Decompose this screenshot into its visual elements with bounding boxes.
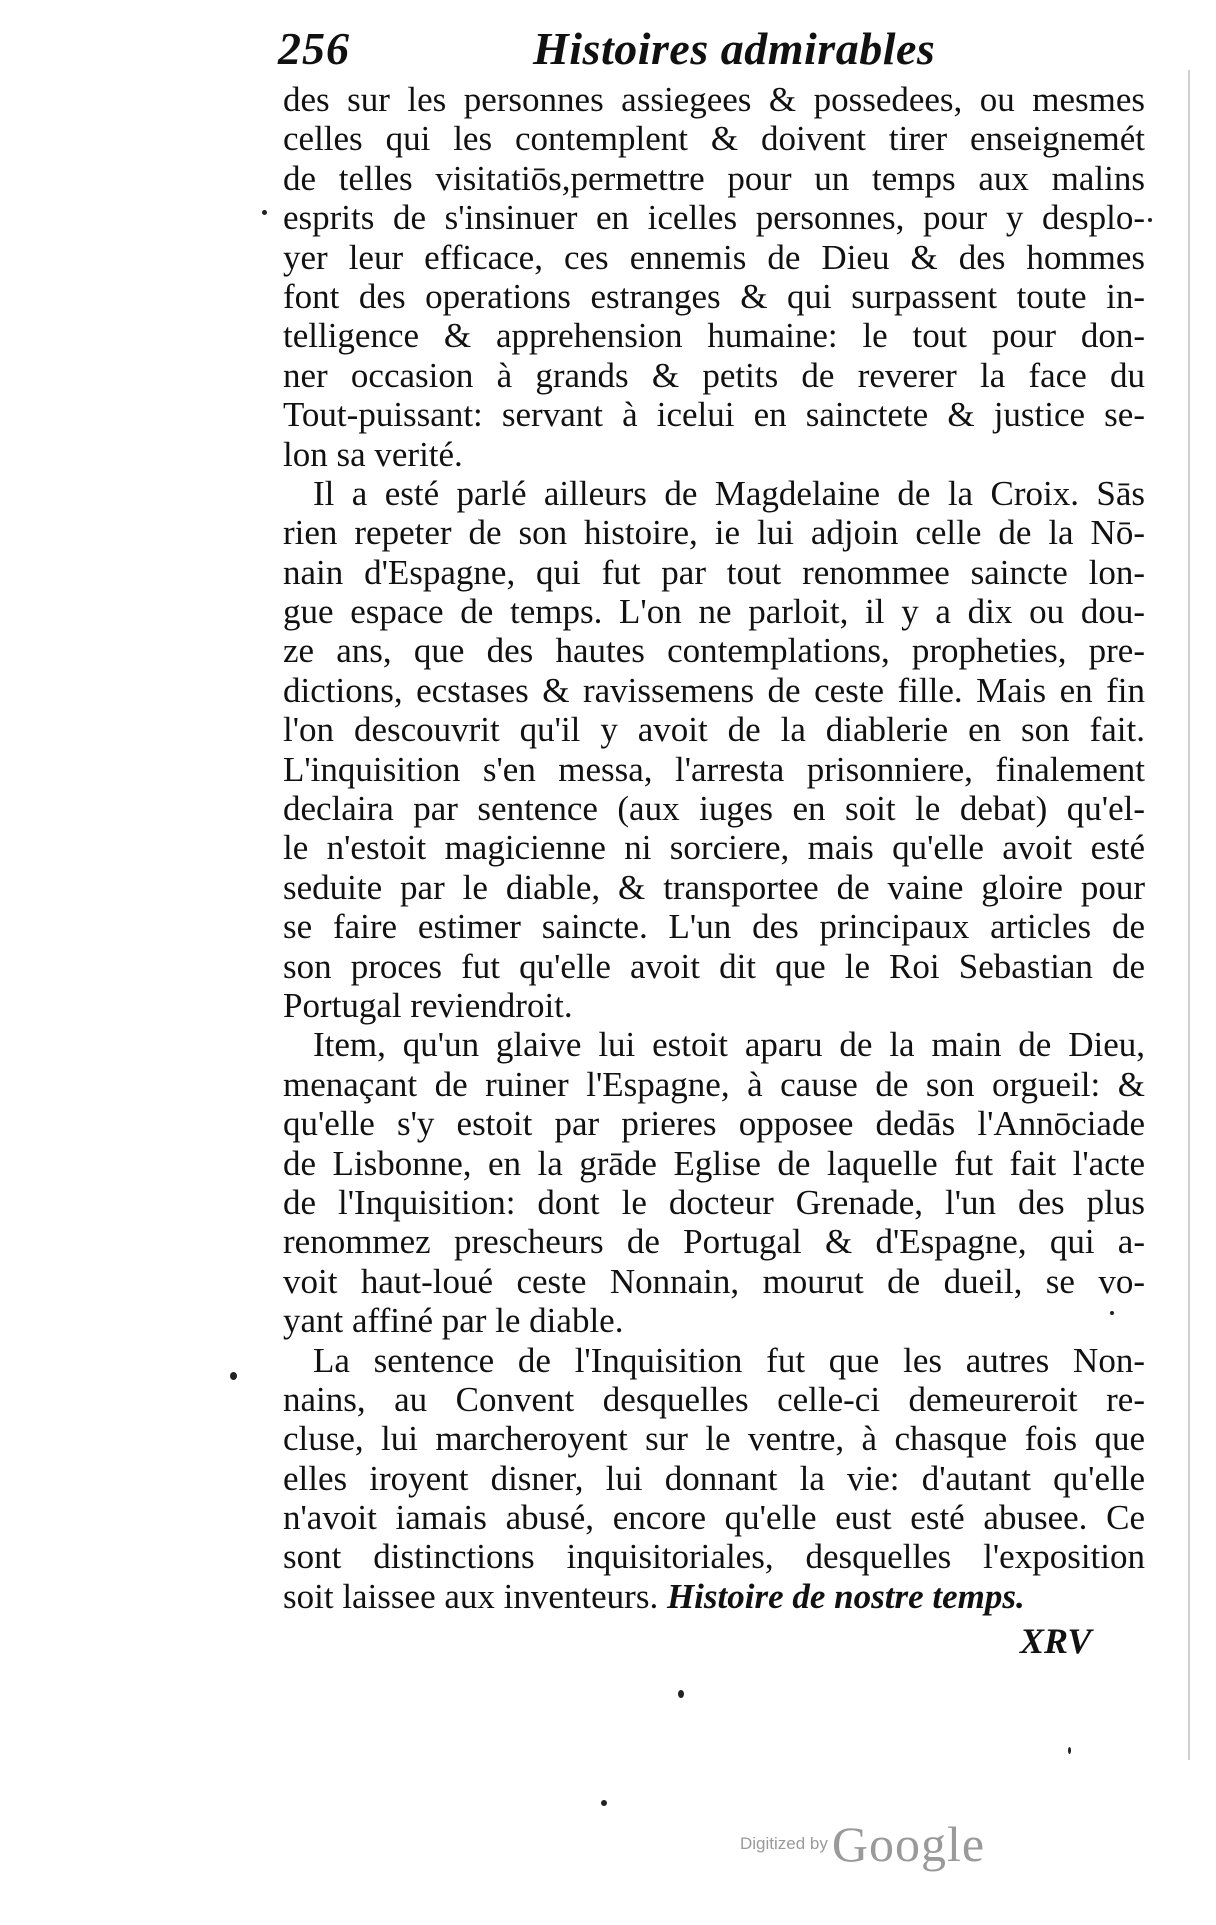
text-line: le n'estoit magicienne ni sorciere, mais qu'elle avoit esté bbox=[283, 828, 1145, 868]
text-line: font des operations estranges & qui surpassent toute in- bbox=[283, 276, 1145, 316]
text-line: des sur les personnes assiegees & possedees, ou mesmes bbox=[283, 80, 1145, 119]
ink-speck bbox=[1068, 1747, 1071, 1754]
text-line: L'inquisition s'en messa, l'arresta prisonniere, finalement bbox=[283, 749, 1145, 789]
text-line: elles iroyent disner, lui donnant la vie: d'autant qu'elle bbox=[283, 1458, 1145, 1498]
text-line: ner occasion à grands & petits de reverer la face du bbox=[283, 355, 1145, 395]
text-line: dictions, ecstases & ravissemens de ceste fille. Mais en fin bbox=[283, 670, 1145, 710]
text-line: l'on descouvrit qu'il y avoit de la diablerie en son fait. bbox=[283, 710, 1145, 750]
text-line: se faire estimer saincte. L'un des principaux articles de bbox=[283, 907, 1145, 947]
text-line: seduite par le diable, & transportee de vaine gloire pour bbox=[283, 867, 1145, 907]
text-line: telligence & apprehension humaine: le tout pour don- bbox=[283, 316, 1145, 356]
paragraph-start-line: La sentence de l'Inquisition fut que les autres Non- bbox=[313, 1340, 1145, 1380]
text-line: celles qui les contemplent & doivent tirer enseignemét bbox=[283, 119, 1145, 159]
source-note: Histoire de nostre temps. bbox=[666, 1576, 1025, 1616]
text-line: voit haut-loué ceste Nonnain, mourut de dueil, se vo- bbox=[283, 1261, 1145, 1301]
page-edge-rule bbox=[1188, 70, 1190, 1760]
text-line: renommez prescheurs de Portugal & d'Espagne, qui a- bbox=[283, 1222, 1145, 1262]
text-line: nains, au Convent desquelles celle-ci demeureroit re- bbox=[283, 1379, 1145, 1419]
watermark-brand: Google bbox=[831, 1816, 986, 1872]
text-line: menaçant de ruiner l'Espagne, à cause de son orgueil: & bbox=[283, 1064, 1145, 1104]
watermark-prefix: Digitized by bbox=[740, 1834, 828, 1853]
digitized-watermark bbox=[740, 1815, 985, 1873]
text-line: lon sa verité. bbox=[283, 434, 463, 474]
text-line: yant affiné par le diable. bbox=[283, 1301, 624, 1341]
text-line: Portugal reviendroit. bbox=[283, 985, 573, 1025]
ink-speck bbox=[230, 1372, 237, 1380]
text-line: Tout-puissant: servant à icelui en sainctete & justice se- bbox=[283, 395, 1145, 435]
final-text: soit laissee aux inventeurs. bbox=[283, 1576, 659, 1616]
text-line: ze ans, que des hautes contemplations, propheties, pre- bbox=[283, 631, 1145, 671]
text-line: cluse, lui marcheroyent sur le ventre, à chasque fois que bbox=[283, 1419, 1145, 1459]
text-line: yer leur efficace, ces ennemis de Dieu & des hommes bbox=[283, 237, 1145, 277]
ink-speck bbox=[601, 1800, 607, 1806]
text-line: de Lisbonne, en la grāde Eglise de laquelle fut fait l'acte bbox=[283, 1143, 1145, 1183]
ink-speck bbox=[1110, 1311, 1114, 1315]
text-line: n'avoit iamais abusé, encore qu'elle eust esté abusee. Ce bbox=[283, 1498, 1145, 1538]
text-line: de telles visitatiōs,permettre pour un temps aux malins bbox=[283, 158, 1145, 198]
text-line: qu'elle s'y estoit par prieres opposee dedās l'Annōciade bbox=[283, 1104, 1145, 1144]
text-line: gue espace de temps. L'on ne parloit, il y a dix ou dou- bbox=[283, 592, 1145, 632]
catchword: XRV bbox=[1020, 1621, 1092, 1661]
ink-speck bbox=[262, 210, 267, 215]
text-line: esprits de s'insinuer en icelles personnes, pour y desplo- bbox=[283, 198, 1145, 238]
running-title: Histoires admirables bbox=[533, 23, 936, 74]
text-line: rien repeter de son histoire, ie lui adjoin celle de la Nō- bbox=[283, 513, 1145, 553]
text-line: sont distinctions inquisitoriales, desquelles l'exposition bbox=[283, 1537, 1145, 1577]
paragraph-start-line: Il a esté parlé ailleurs de Magdelaine de la Croix. Sās bbox=[313, 473, 1145, 513]
text-line: declaira par sentence (aux iuges en soit le debat) qu'el- bbox=[283, 789, 1145, 829]
text-line: son proces fut qu'elle avoit dit que le Roi Sebastian de bbox=[283, 946, 1145, 986]
body-text bbox=[283, 80, 1145, 1616]
ink-speck bbox=[1148, 218, 1152, 222]
page-header bbox=[278, 22, 1148, 82]
ink-speck bbox=[678, 1690, 684, 1698]
final-text-line bbox=[283, 1577, 1145, 1616]
paragraph-start-line: Item, qu'un glaive lui estoit aparu de la main de Dieu, bbox=[313, 1025, 1145, 1065]
text-line: de l'Inquisition: dont le docteur Grenade, l'un des plus bbox=[283, 1182, 1145, 1222]
page-number: 256 bbox=[278, 23, 350, 74]
text-line: nain d'Espagne, qui fut par tout renommee saincte lon- bbox=[283, 552, 1145, 592]
